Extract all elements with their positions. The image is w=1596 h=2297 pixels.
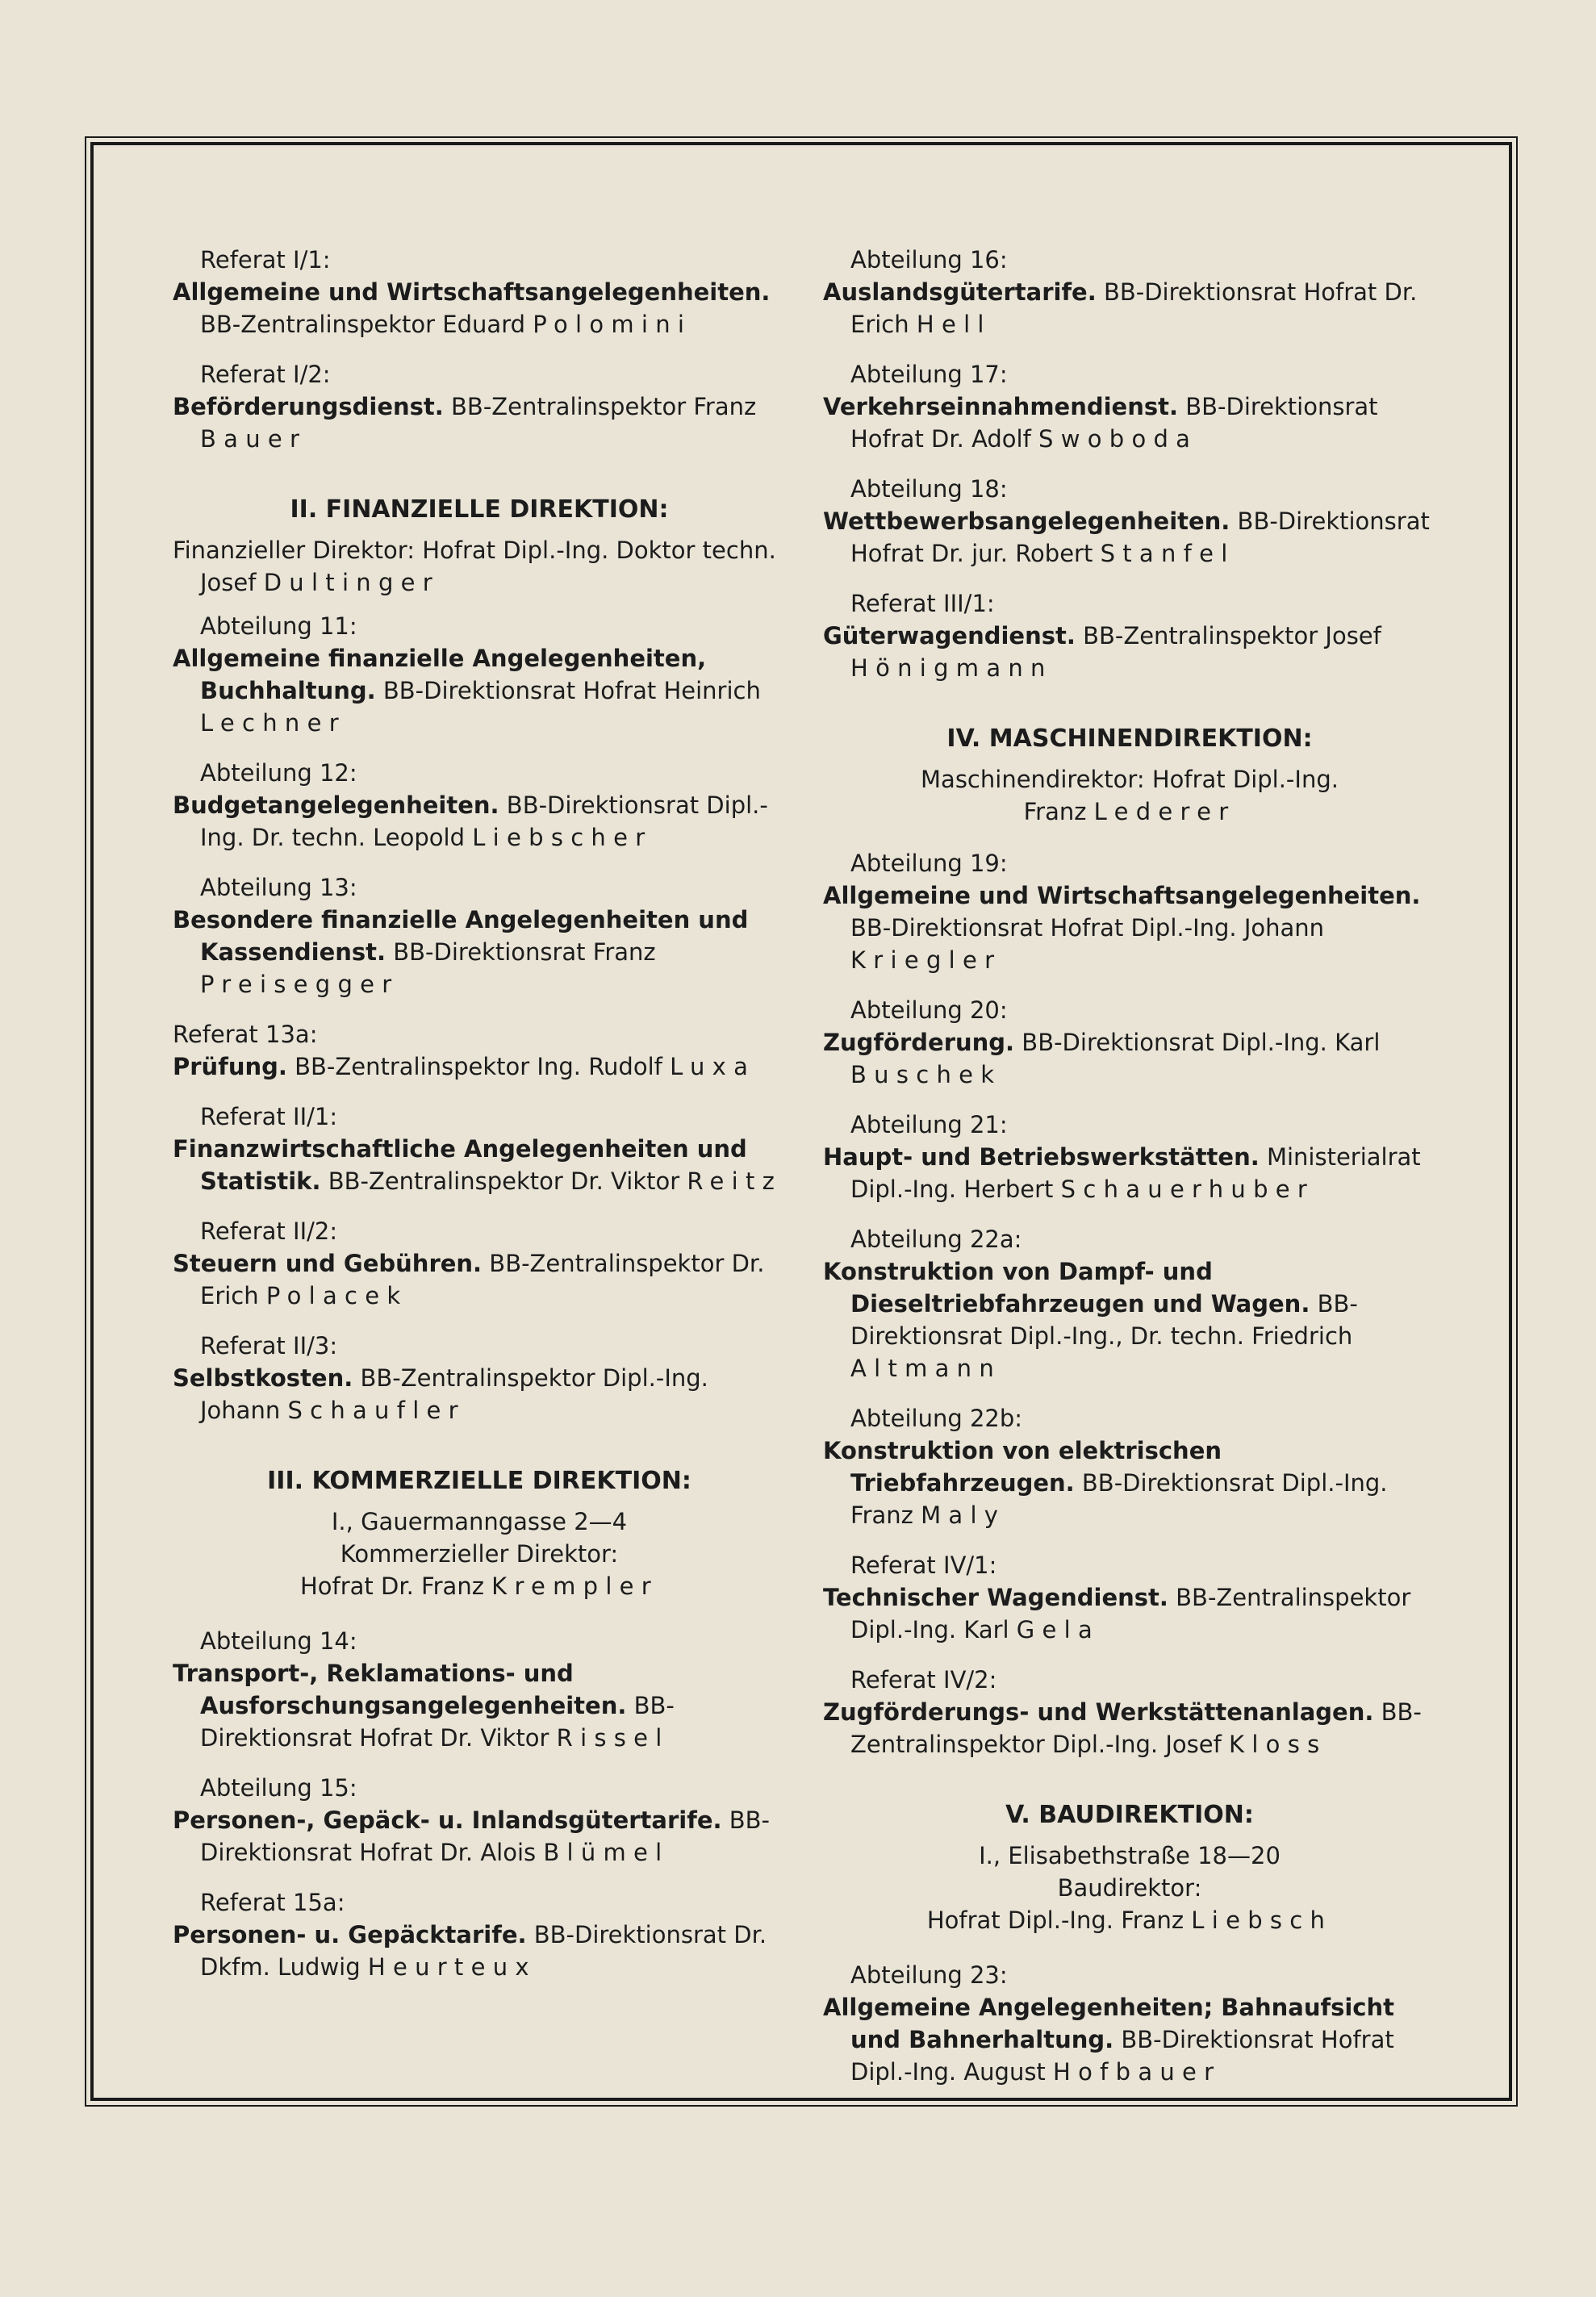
right-column [823, 244, 1436, 2106]
entry-body [173, 1362, 786, 1426]
entry-body [173, 904, 786, 1000]
entry-title: Verkehrseinnahmendienst. [823, 393, 1179, 420]
person-name: Krempler [491, 1572, 659, 1600]
entry-label: Abteilung 13: [200, 874, 357, 901]
entry-label: Referat II/2: [200, 1217, 338, 1245]
person-name: Hönigmann [850, 654, 1053, 682]
entry-text: BB-Zentralinspektor Eduard [200, 311, 526, 338]
entry-body [823, 1255, 1436, 1384]
entry-text: BB-Zentralinspektor Dipl.-Ing. Josef [850, 1698, 1422, 1758]
entry-referat-i-2 [173, 358, 786, 455]
person-name: Lechner [200, 709, 346, 737]
left-column [173, 244, 786, 2001]
section-address: I., Gauermanngasse 2—4 [331, 1508, 628, 1535]
entry-label: Referat 15a: [200, 1889, 345, 1916]
entry-text: BB-Zentralinspektor Dr. Viktor [328, 1167, 680, 1195]
entry-title: Allgemeine Angelegenheiten; Bahnaufsicht und Bahnerhaltung. [823, 1994, 1395, 2053]
entry-text: BB-Zentralinspektor Josef [1083, 622, 1381, 649]
entry-title: Wettbewerbsangelegenheiten. [823, 507, 1230, 535]
entry-body [823, 879, 1436, 976]
director-line [823, 1904, 1436, 1936]
person-name: Dultinger [263, 569, 440, 596]
entry-title: Haupt- und Betriebswerkstätten. [823, 1143, 1260, 1171]
entry-abteilung-20 [823, 994, 1436, 1091]
entry-title: Besondere finanzielle Angelegenheiten und Kassendienst. [173, 906, 749, 966]
entry-title: Transport-, Reklamations- und Ausforschungsangelegenheiten. [173, 1660, 627, 1719]
entry-abteilung-11 [173, 610, 786, 739]
entry-text: BB-Direktionsrat Dipl.-Ing. Franz [850, 1469, 1388, 1529]
director-text: Franz [1023, 798, 1087, 825]
entry-body [173, 642, 786, 739]
entry-referat-iv-1 [823, 1549, 1436, 1646]
entry-title: Prüfung. [173, 1053, 287, 1080]
entry-abteilung-13 [173, 871, 786, 1000]
entry-title: Selbstkosten. [173, 1364, 353, 1392]
entry-title: Konstruktion von Dampf- und Dieseltriebfahrzeugen und Wagen. [823, 1258, 1310, 1318]
entry-title: Güterwagendienst. [823, 622, 1076, 649]
director-label: Kommerzieller Direktor: [340, 1540, 619, 1568]
entry-abteilung-22b [823, 1402, 1436, 1531]
entry-text: BB-Direktionsrat Hofrat Dr. jur. Robert [850, 507, 1430, 567]
person-name: Stanfel [1100, 540, 1235, 567]
entry-referat-ii-3 [173, 1330, 786, 1426]
person-name: Altmann [850, 1355, 1002, 1382]
entry-label: Abteilung 18: [850, 475, 1008, 503]
entry-abteilung-22a [823, 1223, 1436, 1384]
section-address: I., Elisabethstraße 18—20 [979, 1842, 1281, 1869]
entry-text: Ministerialrat Dipl.-Ing. Herbert [850, 1143, 1421, 1203]
person-name: Polacek [265, 1282, 408, 1309]
entry-text: BB-Direktionsrat Dipl.-Ing. Dr. techn. Leopold [200, 791, 768, 851]
entry-text: BB-Direktionsrat Hofrat Dr. Adolf [850, 393, 1378, 453]
entry-label: Abteilung 16: [850, 246, 1008, 274]
entry-label: Referat III/1: [850, 590, 995, 617]
entry-title: Technischer Wagendienst. [823, 1584, 1168, 1611]
director-text: Hofrat Dr. Franz [299, 1572, 484, 1600]
entry-label: Referat II/1: [200, 1103, 338, 1130]
entry-text: BB-Direktionsrat Dipl.-Ing., Dr. techn. Friedrich [850, 1290, 1358, 1350]
person-name: Reitz [687, 1167, 783, 1195]
entry-referat-iii-1 [823, 587, 1436, 684]
person-name: Heurteux [367, 1953, 537, 1981]
person-name: Maly [921, 1501, 1006, 1529]
entry-abteilung-21 [823, 1109, 1436, 1205]
entry-abteilung-19 [823, 847, 1436, 976]
entry-body [823, 505, 1436, 570]
entry-title: Finanzwirtschaftliche Angelegenheiten und Statistik. [173, 1135, 747, 1195]
entry-label: Abteilung 23: [850, 1961, 1008, 1989]
entry-title: Auslandsgütertarife. [823, 278, 1097, 306]
entry-label: Abteilung 19: [850, 850, 1008, 877]
entry-abteilung-18 [823, 473, 1436, 570]
entry-title: Beförderungsdienst. [173, 393, 444, 420]
entry-body [173, 390, 786, 455]
person-name: Preisegger [200, 971, 399, 998]
person-name: Gela [1016, 1616, 1101, 1643]
director-line [173, 1570, 786, 1602]
entry-label: Referat IV/1: [850, 1552, 997, 1579]
entry-body [173, 789, 786, 854]
entry-body [823, 390, 1436, 455]
entry-text: BB-Zentralinspektor Dipl.-Ing. Karl [850, 1584, 1411, 1643]
entry-body [173, 1133, 786, 1197]
entry-label: Abteilung 20: [850, 996, 1008, 1024]
entry-body [823, 1141, 1436, 1205]
entry-text: BB-Zentralinspektor Franz [451, 393, 757, 420]
entry-abteilung-16 [823, 244, 1436, 340]
entry-body [173, 1247, 786, 1312]
entry-title: Personen-, Gepäck- u. Inlandsgütertarife. [173, 1806, 722, 1834]
entry-label: Referat I/1: [200, 246, 331, 274]
person-name: Polomini [533, 311, 692, 338]
entry-label: Referat I/2: [200, 361, 331, 388]
person-name: Swoboda [1038, 425, 1198, 453]
entry-referat-i-1 [173, 244, 786, 340]
entry-abteilung-12 [173, 757, 786, 854]
director-line-2 [823, 796, 1436, 828]
entry-label: Abteilung 11: [200, 612, 357, 640]
entry-body [173, 1657, 786, 1754]
person-name: Hell [916, 311, 992, 338]
section-heading-finanzielle: II. FINANZIELLE DIREKTION: [290, 495, 669, 524]
person-name: Schauerhuber [1060, 1176, 1315, 1203]
entry-text: BB-Direktionsrat Hofrat Dr. Erich [850, 278, 1418, 338]
entry-text: BB-Direktionsrat Hofrat Heinrich [382, 677, 761, 704]
entry-body [823, 1435, 1436, 1531]
entry-title: Budgetangelegenheiten. [173, 791, 499, 819]
entry-text: BB-Direktionsrat Hofrat Dr. Alois [200, 1806, 770, 1866]
entry-label: Abteilung 17: [850, 361, 1008, 388]
entry-text: BB-Zentralinspektor Ing. Rudolf [295, 1053, 662, 1080]
entry-title: Steuern und Gebühren. [173, 1250, 483, 1277]
person-name: Bauer [200, 425, 307, 453]
director-text: Hofrat Dipl.-Ing. Franz [926, 1907, 1184, 1934]
person-name: Buschek [850, 1061, 1002, 1088]
section-heading-maschinen: IV. MASCHINENDIREKTION: [946, 725, 1313, 753]
entry-title: Personen- u. Gepäcktarife. [173, 1921, 527, 1948]
director-label: Baudirektor: [1057, 1874, 1202, 1902]
entry-text: BB-Direktionsrat Hofrat Dipl.-Ing. August [850, 2026, 1394, 2086]
entry-title: Allgemeine und Wirtschaftsangelegenheiten. [173, 278, 771, 306]
entry-text: BB-Zentralinspektor Dr. Erich [200, 1250, 765, 1309]
entry-abteilung-15 [173, 1772, 786, 1869]
entry-body [823, 1026, 1436, 1091]
entry-referat-ii-2 [173, 1215, 786, 1312]
person-name: Liebscher [472, 824, 653, 851]
person-name: Kloss [1229, 1731, 1327, 1758]
entry-body [173, 1919, 786, 1983]
entry-label: Abteilung 12: [200, 759, 357, 787]
entry-abteilung-17 [823, 358, 1436, 455]
person-name: Rissel [556, 1724, 670, 1752]
person-name: Luxa [670, 1053, 756, 1080]
entry-title: Allgemeine und Wirtschaftsangelegenheiten. [823, 882, 1421, 909]
entry-text: BB-Direktionsrat Hofrat Dr. Viktor [200, 1692, 675, 1752]
entry-text: BB-Zentralinspektor Dipl.-Ing. Johann [200, 1364, 708, 1424]
entry-body [823, 620, 1436, 684]
director-line: Maschinendirektor: Hofrat Dipl.-Ing. [921, 766, 1339, 793]
entry-abteilung-14 [173, 1625, 786, 1754]
entry-text: BB-Direktionsrat Dipl.-Ing. Karl [1022, 1029, 1381, 1056]
person-name: Kriegler [850, 946, 1002, 974]
entry-label: Referat IV/2: [850, 1666, 997, 1694]
entry-label: Referat II/3: [200, 1332, 338, 1359]
entry-text: BB-Direktionsrat Dr. Dkfm. Ludwig [200, 1921, 767, 1981]
entry-title: Allgemeine finanzielle Angelegenheiten, Buchhaltung. [173, 645, 707, 704]
entry-body [173, 276, 786, 340]
entry-title: Zugförderungs- und Werkstättenanlagen. [823, 1698, 1374, 1726]
entry-referat-13a [173, 1018, 786, 1083]
person-name: Liebsch [1191, 1907, 1333, 1934]
entry-label: Abteilung 14: [200, 1627, 357, 1655]
entry-label: Abteilung 22a: [850, 1226, 1022, 1253]
entry-body [173, 1050, 786, 1083]
entry-referat-ii-1 [173, 1100, 786, 1197]
director-line [173, 534, 786, 599]
entry-label: Abteilung 15: [200, 1774, 357, 1802]
entry-body [823, 1581, 1436, 1646]
entry-body [823, 1991, 1436, 2088]
entry-label: Abteilung 21: [850, 1111, 1008, 1138]
entry-body [823, 276, 1436, 340]
entry-referat-15a [173, 1886, 786, 1983]
entry-title: Zugförderung. [823, 1029, 1015, 1056]
entry-abteilung-23 [823, 1959, 1436, 2088]
entry-title: Konstruktion von elektrischen Triebfahrzeugen. [823, 1437, 1222, 1497]
entry-label: Abteilung 22b: [850, 1405, 1023, 1432]
person-name: Schaufler [287, 1397, 466, 1424]
person-name: Hofbauer [1053, 2058, 1222, 2086]
entry-body [173, 1804, 786, 1869]
person-name: Blümel [543, 1839, 670, 1866]
entry-referat-iv-2 [823, 1664, 1436, 1760]
section-heading-kommerzielle: III. KOMMERZIELLE DIREKTION: [267, 1467, 691, 1495]
entry-text: BB-Direktionsrat Franz [393, 938, 656, 966]
person-name: Lederer [1093, 798, 1236, 825]
entry-body [823, 1696, 1436, 1760]
director-text: Finanzieller Direktor: Hofrat Dipl.-Ing. Doktor techn. Josef [173, 537, 776, 596]
entry-text: BB-Direktionsrat Hofrat Dipl.-Ing. Johann [850, 914, 1325, 942]
entry-label: Referat 13a: [173, 1021, 318, 1048]
section-heading-bau: V. BAUDIREKTION: [1005, 1801, 1254, 1829]
